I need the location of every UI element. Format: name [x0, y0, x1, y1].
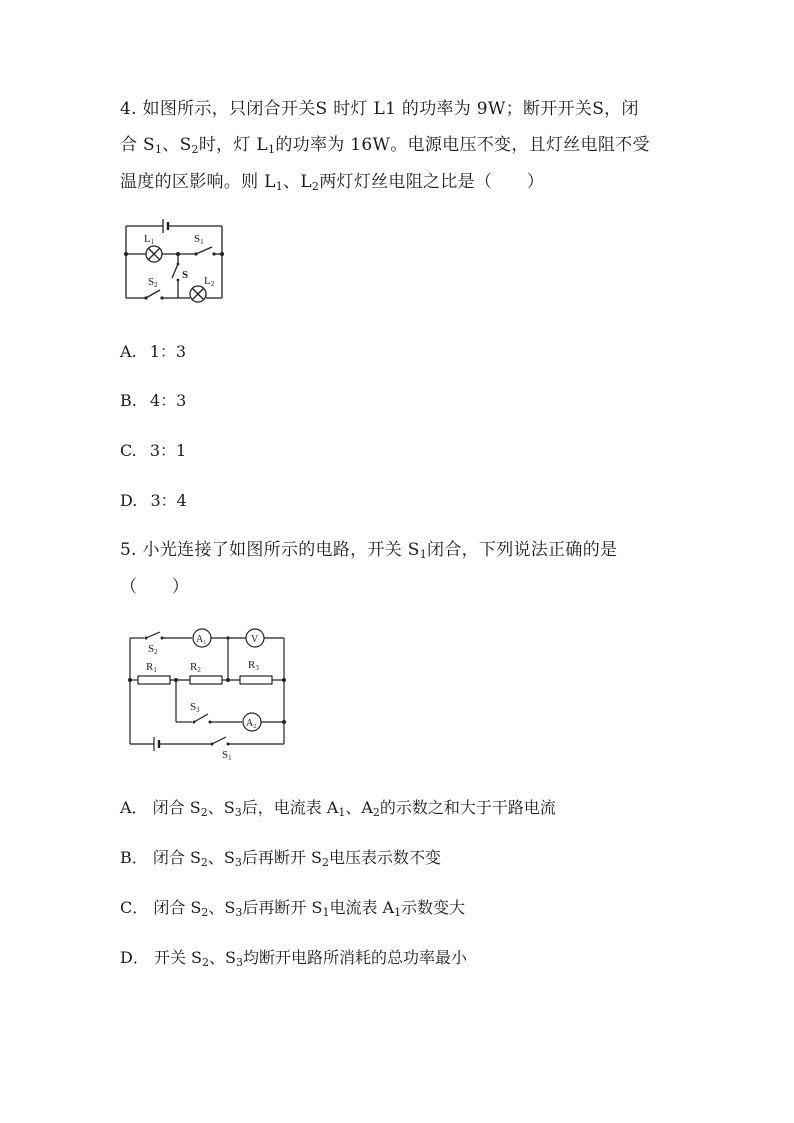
- sub: 2: [202, 956, 209, 969]
- option-letter: B.: [120, 391, 137, 410]
- q4-fig-L2-label: L2: [204, 275, 215, 288]
- q5-option-a[interactable]: [120, 797, 556, 819]
- option-text: 的示数之和大于干路电流: [379, 798, 556, 817]
- q4-number: 4.: [120, 99, 137, 119]
- sub: 2: [201, 906, 209, 919]
- option-text: 闭合 S: [152, 848, 201, 867]
- sub: 1: [154, 143, 163, 156]
- q5-fig-R3-label: R3: [248, 659, 259, 672]
- q4-line-3: [120, 171, 544, 193]
- option-text: 后再断开 S: [242, 898, 323, 917]
- sub: 2: [321, 856, 329, 869]
- q4-text-3b: 、L: [283, 172, 312, 192]
- option-text: 、S: [207, 848, 235, 867]
- q5-line-2: （ ）: [120, 577, 190, 597]
- q4-text-3a: 温度的区影响。则 L: [120, 172, 276, 192]
- q5-fig-V-label: V: [251, 634, 259, 645]
- q4-text-1: 如图所示，只闭合开关S 时灯 L1 的功率为 9W；断开开关S，闭: [142, 99, 639, 119]
- sub: 2: [200, 856, 208, 869]
- q5-fig-R1-label: R1: [146, 661, 157, 674]
- q5-circuit-diagram: [122, 624, 292, 768]
- q5-fig-A1-label: $A_1$: [196, 634, 207, 646]
- q4-line-2: [120, 134, 650, 156]
- q4-fig-S-label: S: [182, 269, 189, 281]
- q4-line-1: [120, 98, 639, 120]
- q5-text-1a: 小光连接了如图所示的电路，开关 S: [142, 540, 420, 560]
- sub: 1: [419, 548, 428, 561]
- q4-text-2b: 、S: [162, 135, 192, 155]
- option-letter: B．: [120, 848, 148, 867]
- q4-option-d[interactable]: [120, 490, 187, 512]
- q4-fig-S2-label: S2: [148, 276, 158, 289]
- q4-text-2c: 时，灯 L: [198, 135, 269, 155]
- option-text: 示数变大: [401, 898, 466, 917]
- option-letter: C．: [120, 898, 149, 917]
- option-text: 闭合 S: [152, 798, 201, 817]
- sub: 1: [338, 806, 346, 819]
- q5-fig-S3-label: S3: [190, 701, 200, 714]
- q4-option-a[interactable]: [120, 341, 186, 363]
- option-text: 后，电流表 A: [241, 798, 339, 817]
- q5-option-b[interactable]: [120, 847, 441, 869]
- sub: 1: [394, 906, 402, 919]
- sub: 3: [234, 806, 242, 819]
- option-text: 电流表 A: [329, 898, 395, 917]
- sub: 2: [200, 806, 208, 819]
- sub: 2: [311, 180, 320, 193]
- q5-line-1: [120, 539, 617, 561]
- option-text: 、S: [207, 798, 235, 817]
- sub: 2: [372, 806, 380, 819]
- option-text: 后再断开 S: [241, 848, 322, 867]
- q5-fig-S1-label: S1: [222, 749, 232, 762]
- q5-option-c[interactable]: [120, 897, 465, 919]
- option-text: 电压表示数不变: [328, 848, 441, 867]
- q5-number: 5.: [120, 540, 137, 560]
- q4-fig-S1-label: S1: [194, 233, 204, 246]
- sub: 1: [322, 906, 330, 919]
- q5-option-d[interactable]: [120, 947, 467, 969]
- q4-fig-L1-label: L1: [144, 233, 155, 246]
- q5-fig-A2-label: $A_2$: [246, 718, 257, 730]
- option-letter: C.: [120, 441, 137, 460]
- option-text: 3：4: [150, 491, 187, 510]
- option-text: 3：1: [149, 441, 187, 460]
- option-letter: A.: [120, 342, 137, 361]
- option-text: 1：3: [149, 342, 187, 361]
- sub: 3: [235, 906, 243, 919]
- sub: 1: [275, 180, 284, 193]
- q5-fig-S2-label: S2: [148, 643, 158, 656]
- q5-text-1b: 闭合，下列说法正确的是: [427, 540, 618, 560]
- option-letter: D.: [120, 491, 138, 510]
- q5-fig-R2-label: R2: [190, 661, 201, 674]
- option-text: 均断开电路所消耗的总功率最小: [242, 948, 467, 967]
- q4-text-3c: 两灯灯丝电阻之比是（ ）: [319, 172, 545, 192]
- sub: 1: [268, 143, 276, 156]
- q4-option-c[interactable]: [120, 440, 186, 462]
- q4-circuit-diagram: [118, 212, 230, 308]
- option-text: 、S: [208, 898, 236, 917]
- option-letter: D．: [120, 948, 149, 967]
- option-text: 闭合 S: [153, 898, 202, 917]
- sub: 3: [235, 956, 243, 969]
- option-text: 开关 S: [153, 948, 202, 967]
- option-letter: A．: [120, 798, 148, 817]
- q4-text-2a: 合 S: [120, 135, 155, 155]
- sub: 3: [234, 856, 242, 869]
- q4-option-b[interactable]: [120, 390, 186, 412]
- option-text: 、S: [209, 948, 236, 967]
- q4-text-2d: 的功率为 16W。电源电压不变，且灯丝电阻不受: [275, 135, 650, 155]
- sub: 2: [191, 143, 199, 156]
- option-text: 、A: [345, 798, 373, 817]
- option-text: 4：3: [149, 391, 187, 410]
